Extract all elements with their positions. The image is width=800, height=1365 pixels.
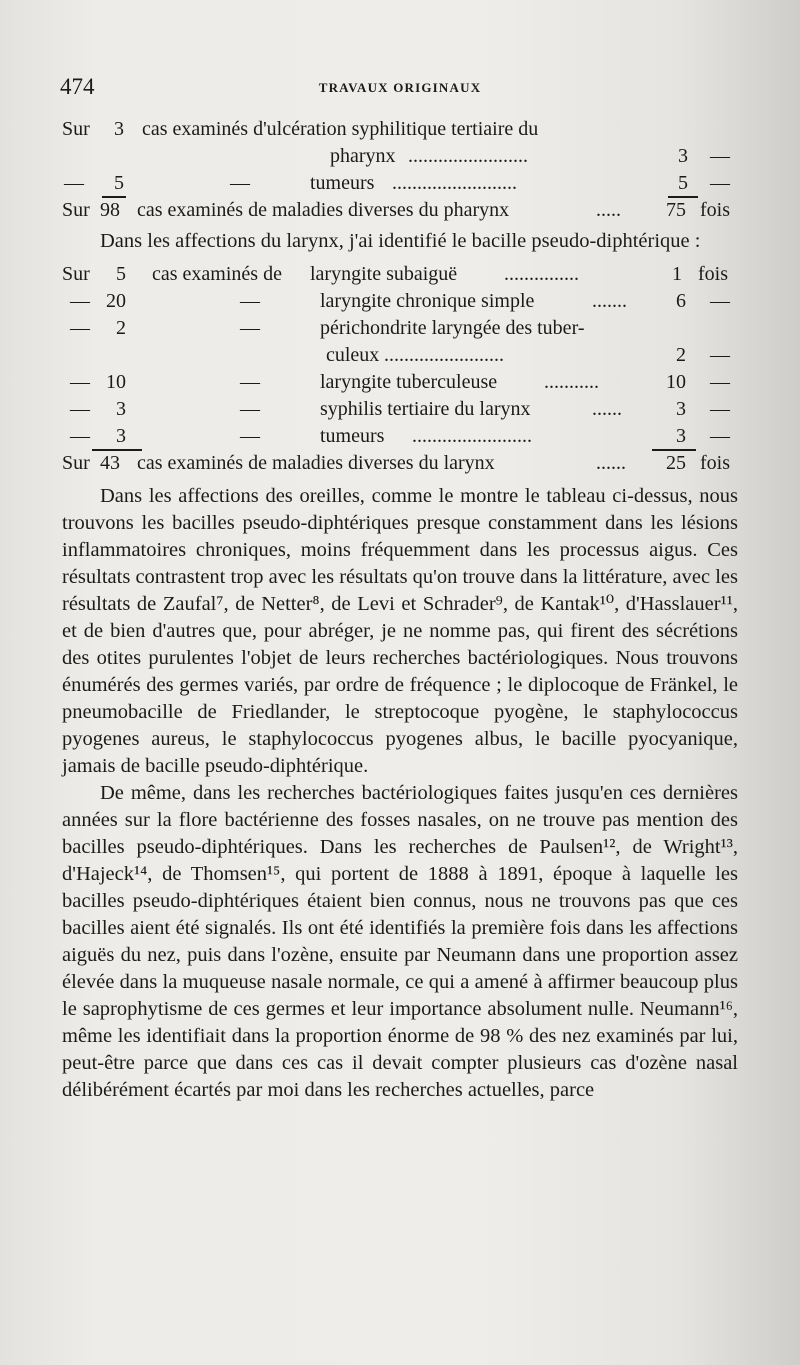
row-prefix: — xyxy=(70,371,90,393)
larynx-table xyxy=(62,261,738,477)
row-unit: — xyxy=(710,344,730,366)
row-count: 3 xyxy=(116,425,126,447)
row-label: pharynx xyxy=(330,145,396,167)
table-row xyxy=(62,315,738,342)
row-prefix: — xyxy=(70,317,90,339)
row-text: cas examinés de maladies diverses du pharynx xyxy=(137,199,510,221)
row-count: 3 xyxy=(114,118,124,140)
row-mid: — xyxy=(240,371,260,393)
row-value: 2 xyxy=(676,344,686,366)
row-prefix: — xyxy=(70,425,90,447)
row-unit: fois xyxy=(700,452,730,474)
table-total-row xyxy=(62,197,738,224)
row-label: tumeurs xyxy=(320,425,385,447)
row-dots: ........... xyxy=(544,371,599,393)
row-value: 6 xyxy=(676,290,686,312)
row-count: 2 xyxy=(116,317,126,339)
row-prefix: Sur xyxy=(62,199,90,221)
row-label: laryngite chronique simple xyxy=(320,290,535,312)
row-dots: ...... xyxy=(592,398,622,420)
row-dots: ........................ xyxy=(412,425,532,447)
row-label: culeux xyxy=(326,344,380,366)
row-count: 3 xyxy=(116,398,126,420)
larynx-intro: Dans les affections du larynx, j'ai identifié le bacille pseudo-diphtérique : xyxy=(100,230,701,252)
row-unit: — xyxy=(710,398,730,420)
row-mid: — xyxy=(240,398,260,420)
row-text: cas examinés de maladies diverses du larynx xyxy=(137,452,495,474)
row-unit: — xyxy=(710,145,730,167)
row-count: 5 xyxy=(116,263,126,285)
row-label: laryngite subaiguë xyxy=(310,263,458,285)
row-label: tumeurs xyxy=(310,172,375,194)
row-value: 25 xyxy=(666,452,686,474)
row-dots: ............... xyxy=(504,263,579,285)
table-total-row xyxy=(62,450,738,477)
row-unit: — xyxy=(710,290,730,312)
row-value: 1 xyxy=(672,263,682,285)
row-count: 10 xyxy=(106,371,126,393)
row-value: 75 xyxy=(666,199,686,221)
page-header xyxy=(60,74,740,104)
row-dots: ....... xyxy=(592,290,627,312)
row-mid: — xyxy=(240,290,260,312)
row-count: 98 xyxy=(100,199,120,221)
table-row xyxy=(62,170,738,197)
page-content xyxy=(62,116,738,1104)
row-text: cas examinés d'ulcération syphilitique tertiaire du xyxy=(142,118,539,140)
body-paragraph: Dans les affections des oreilles, comme le montre le tableau ci-dessus, nous trouvons les bacilles pseudo-diphtériques presque constamment dans les lésions inflammatoires chroniques, moins fréquemment dans les processus aigus. Ces résultats contrastent trop avec les résultats qu'on trouve dans la littérature, avec les résultats de Zaufal⁷, de Netter⁸, de Levi et Schrader⁹, de Kantak¹⁰, d'Hasslauer¹¹, et de bien d'autres que, pour abréger, je ne nomme pas, qui firent des sécrétions des otites purulentes l'objet de leurs recherches bactériologiques. Nous trouvons énumérés des germes variés, par ordre de fréquence ; le diplocoque de Fränkel, le pneumobacille de Friedlander, le streptocoque pyogène, le staphylococcus pyogenes aureus, le staphylococcus pyogenes albus, le bacille pyocyanique, jamais de bacille pseudo-diphtérique. xyxy=(62,485,738,777)
row-dots: ........................ xyxy=(384,344,504,366)
row-dots: ......................... xyxy=(392,172,517,194)
row-dots: ...... xyxy=(596,452,626,474)
table-row xyxy=(62,288,738,315)
row-prefix: Sur xyxy=(62,263,90,285)
row-unit: — xyxy=(710,425,730,447)
row-mid: — xyxy=(230,172,250,194)
row-prefix: — xyxy=(64,172,84,194)
row-prefix: Sur xyxy=(62,452,90,474)
row-prefix: Sur xyxy=(62,118,90,140)
row-count: 20 xyxy=(106,290,126,312)
row-prefix: — xyxy=(70,290,90,312)
row-dots: ........................ xyxy=(408,145,528,167)
row-dots: ..... xyxy=(596,199,621,221)
row-mid: cas examinés de xyxy=(152,263,282,285)
table-row xyxy=(62,369,738,396)
row-count: 43 xyxy=(100,452,120,474)
row-value: 3 xyxy=(678,145,688,167)
row-label: laryngite tuberculeuse xyxy=(320,371,498,393)
running-title: TRAVAUX ORIGINAUX xyxy=(318,80,482,95)
table-row xyxy=(62,116,738,143)
row-unit: — xyxy=(710,371,730,393)
row-mid: — xyxy=(240,425,260,447)
row-mid: — xyxy=(240,317,260,339)
page-number: 474 xyxy=(60,74,95,99)
row-unit: — xyxy=(710,172,730,194)
row-value: 3 xyxy=(676,425,686,447)
table-row xyxy=(62,143,738,170)
row-value: 10 xyxy=(666,371,686,393)
table-row xyxy=(62,342,738,369)
row-value: 5 xyxy=(678,172,688,194)
table-row xyxy=(62,423,738,450)
table-row xyxy=(62,396,738,423)
table-row xyxy=(62,261,738,288)
body-paragraph: De même, dans les recherches bactériologiques faites jusqu'en ces dernières années sur la flore bactérienne des fosses nasales, on ne trouve pas mention des bacilles pseudo-diphtériques. Dans les recherches de Paulsen¹², de Wright¹³, d'Hajeck¹⁴, de Thomsen¹⁵, qui portent de 1888 à 1891, époque à laquelle les bacilles pseudo-diphtériques étaient bien connus, nous ne trouvons pas que ces bacilles aient été signalés. Ils ont été identifiés la première fois dans les affections aiguës du nez, puis dans l'ozène, ensuite par Neumann dans une proportion assez élevée dans la muqueuse nasale normale, ce qui a amené à affirmer beaucoup plus le saprophytisme de ces germes et leur importance absolument nulle. Neumann¹⁶, même les identifiait dans la proportion énorme de 98 % des nez examinés par lui, peut-être parce que dans ces cas il devait compter plusieurs cas d'ozène nasal délibérément écartés par moi dans les recherches actuelles, parce xyxy=(62,782,738,1101)
row-prefix: — xyxy=(70,398,90,420)
pharynx-table xyxy=(62,116,738,224)
row-unit: fois xyxy=(700,199,730,221)
row-count: 5 xyxy=(114,172,124,194)
row-unit: fois xyxy=(698,263,728,285)
row-value: 3 xyxy=(676,398,686,420)
row-label: périchondrite laryngée des tuber- xyxy=(320,317,585,339)
row-label: syphilis tertiaire du larynx xyxy=(320,398,531,420)
